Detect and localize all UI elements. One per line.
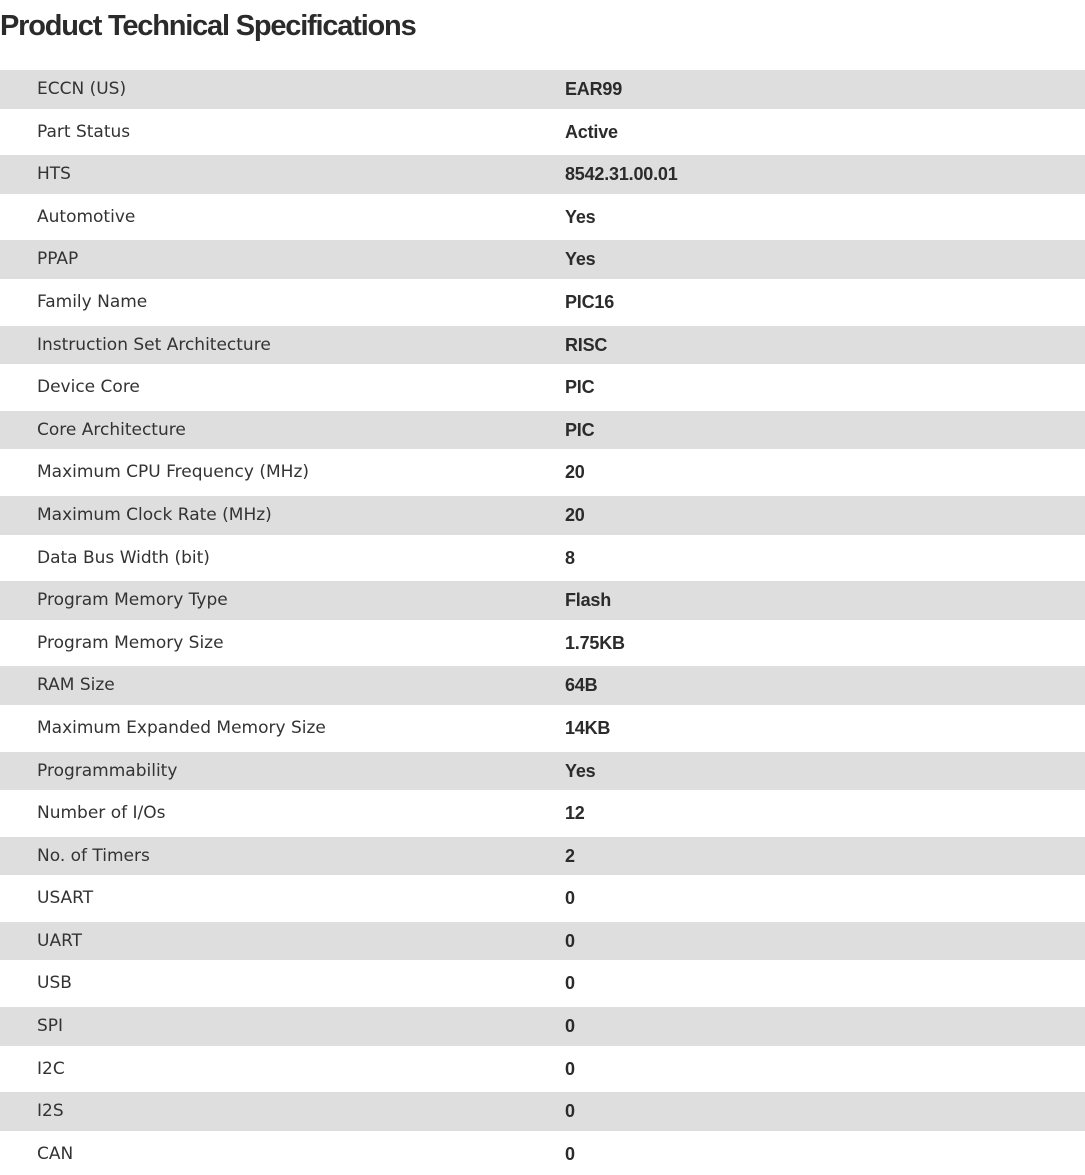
spec-label: Maximum Clock Rate (MHz): [37, 504, 272, 525]
spec-row: [0, 153, 1085, 196]
spec-label: Program Memory Type: [37, 590, 228, 611]
page-title: Product Technical Specifications: [0, 10, 416, 42]
spec-label: USB: [37, 973, 72, 994]
spec-label: HTS: [37, 164, 71, 185]
spec-value: 0: [565, 1143, 575, 1164]
spec-row: [0, 1090, 1085, 1133]
spec-label: Program Memory Size: [37, 632, 224, 653]
spec-row: [0, 622, 1085, 665]
spec-row: [0, 750, 1085, 793]
spec-label: UART: [37, 930, 83, 951]
spec-value: Active: [565, 121, 618, 142]
spec-label: CAN: [37, 1143, 74, 1164]
spec-value: Yes: [565, 206, 596, 227]
spec-row: [0, 366, 1085, 409]
spec-row: [0, 68, 1085, 111]
spec-row: [0, 111, 1085, 154]
spec-label: I2S: [37, 1101, 64, 1122]
spec-label: RAM Size: [37, 675, 115, 696]
spec-value: Flash: [565, 590, 612, 611]
spec-row: [0, 579, 1085, 622]
spec-value: 0: [565, 930, 575, 951]
spec-label: Device Core: [37, 377, 140, 398]
spec-value: Yes: [565, 249, 596, 270]
spec-label: Maximum Expanded Memory Size: [37, 717, 326, 738]
spec-value: 0: [565, 1101, 575, 1122]
spec-row: [0, 281, 1085, 324]
spec-row: [0, 962, 1085, 1005]
spec-row: [0, 707, 1085, 750]
spec-label: USART: [37, 888, 94, 909]
spec-label: Number of I/Os: [37, 803, 166, 824]
spec-row: [0, 920, 1085, 963]
spec-row: [0, 1048, 1085, 1091]
spec-label: Family Name: [37, 291, 148, 312]
spec-row: [0, 664, 1085, 707]
spec-label: Instruction Set Architecture: [37, 334, 271, 355]
spec-row: [0, 835, 1085, 878]
spec-row: [0, 324, 1085, 367]
spec-value: 0: [565, 1058, 575, 1079]
spec-label: Part Status: [37, 121, 131, 142]
spec-label: SPI: [37, 1016, 64, 1037]
spec-label: Automotive: [37, 206, 136, 227]
spec-row: [0, 494, 1085, 537]
spec-value: PIC: [565, 419, 595, 440]
spec-value: 0: [565, 888, 575, 909]
spec-value: 0: [565, 973, 575, 994]
spec-value: 20: [565, 504, 585, 525]
spec-row: [0, 451, 1085, 494]
spec-value: 20: [565, 462, 585, 483]
spec-label: Maximum CPU Frequency (MHz): [37, 462, 309, 483]
spec-value: 8: [565, 547, 575, 568]
spec-label: ECCN (US): [37, 79, 127, 99]
spec-label: Core Architecture: [37, 419, 186, 440]
spec-label: Data Bus Width (bit): [37, 547, 210, 568]
spec-value: 0: [565, 1016, 575, 1037]
spec-value: Yes: [565, 760, 596, 781]
spec-label: PPAP: [37, 249, 79, 270]
spec-value: 14KB: [565, 717, 611, 738]
spec-label: Programmability: [37, 760, 178, 781]
spec-row: [0, 537, 1085, 580]
spec-row: [0, 409, 1085, 452]
spec-value: PIC16: [565, 291, 615, 312]
spec-row: [0, 196, 1085, 239]
spec-label: No. of Timers: [37, 845, 150, 866]
spec-row: [0, 877, 1085, 920]
spec-value: RISC: [565, 334, 608, 355]
spec-value: PIC: [565, 377, 595, 398]
spec-value: 64B: [565, 675, 598, 696]
spec-value: 8542.31.00.01: [565, 164, 678, 185]
spec-row: [0, 792, 1085, 835]
spec-value: 2: [565, 845, 575, 866]
spec-table: [0, 68, 1085, 1175]
spec-value: EAR99: [565, 79, 623, 99]
spec-value: 1.75KB: [565, 632, 625, 653]
spec-label: I2C: [37, 1058, 65, 1079]
spec-row: [0, 1005, 1085, 1048]
spec-row: [0, 238, 1085, 281]
spec-value: 12: [565, 803, 585, 824]
